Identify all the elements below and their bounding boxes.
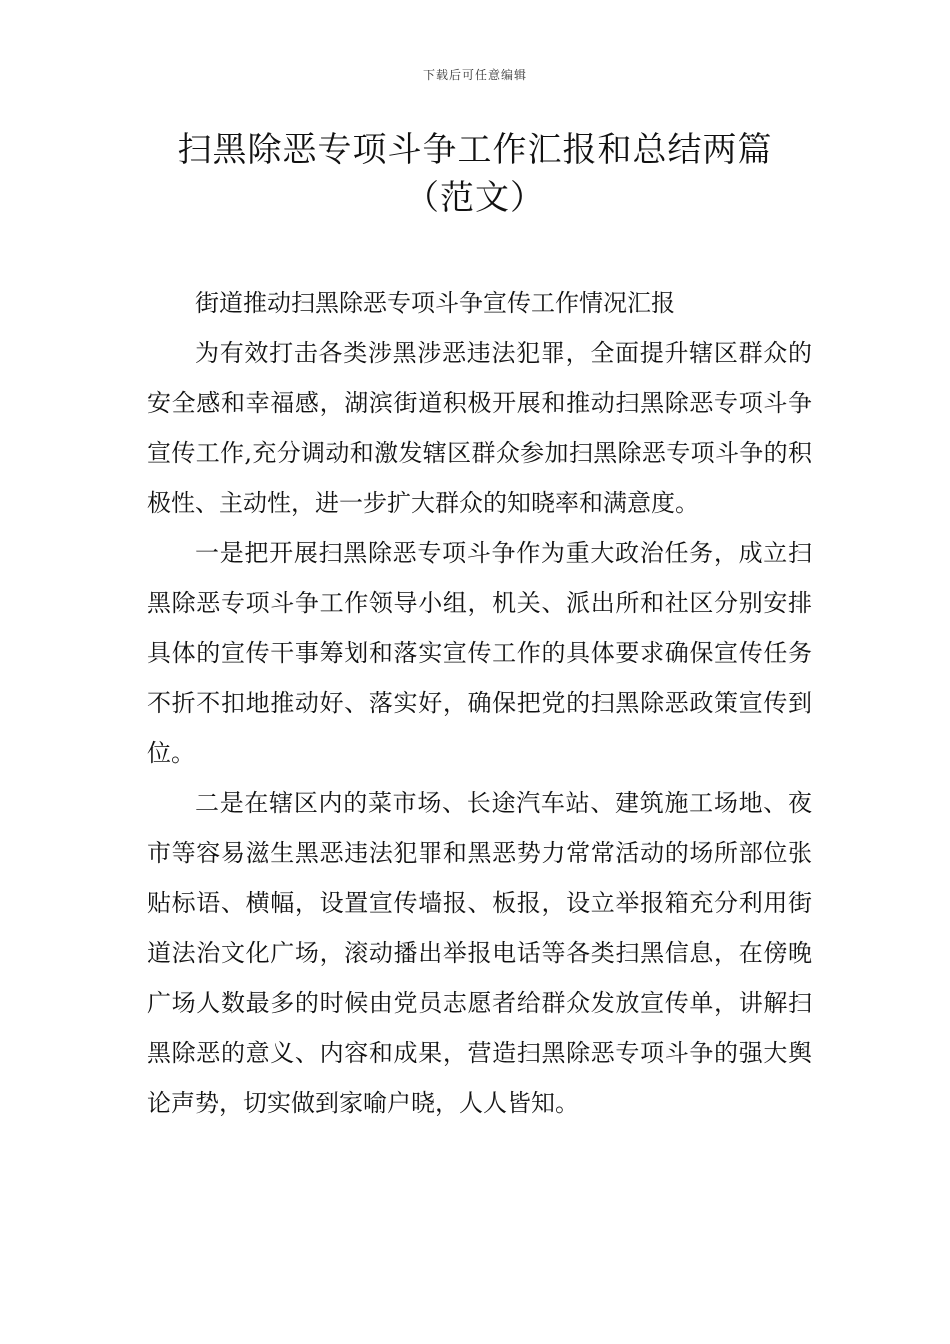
title-line-2: （范文） [405,178,545,218]
paragraph-point-2: 二是在辖区内的菜市场、长途汽车站、建筑施工场地、夜市等容易滋生黑恶违法犯罪和黑恶势力常常活动的场所部位张贴标语、横幅，设置宣传墙报、板报，设立举报箱充分利用街道法治文化广场，滚动播出举报电话等各类扫黑信息，在傍晚广场人数最多的时候由党员志愿者给群众发放宣传单，讲解扫黑除恶的意义、内容和成果，营造扫黑除恶专项斗争的强大舆论声势，切实做到家喻户晓，人人皆知。 [147,789,812,1117]
document-title [120,126,830,222]
document-body [147,278,812,1128]
paragraph-point-1: 一是把开展扫黑除恶专项斗争作为重大政治任务，成立扫黑除恶专项斗争工作领导小组，机关、派出所和社区分别安排具体的宣传干事筹划和落实宣传工作的具体要求确保宣传任务不折不扣地推动好、落实好，确保把党的扫黑除恶政策宣传到位。 [147,539,812,767]
title-line-1: 扫黑除恶专项斗争工作汇报和总结两篇 [177,130,773,170]
header-note: 下载后可任意编辑 [422,68,527,82]
section-heading: 街道推动扫黑除恶专项斗争宣传工作情况汇报 [195,289,675,317]
paragraph-intro: 为有效打击各类涉黑涉恶违法犯罪，全面提升辖区群众的安全感和幸福感，湖滨街道积极开展和推动扫黑除恶专项斗争宣传工作,充分调动和激发辖区群众参加扫黑除恶专项斗争的积极性、主动性，进一步扩大群众的知晓率和满意度。 [147,339,812,517]
